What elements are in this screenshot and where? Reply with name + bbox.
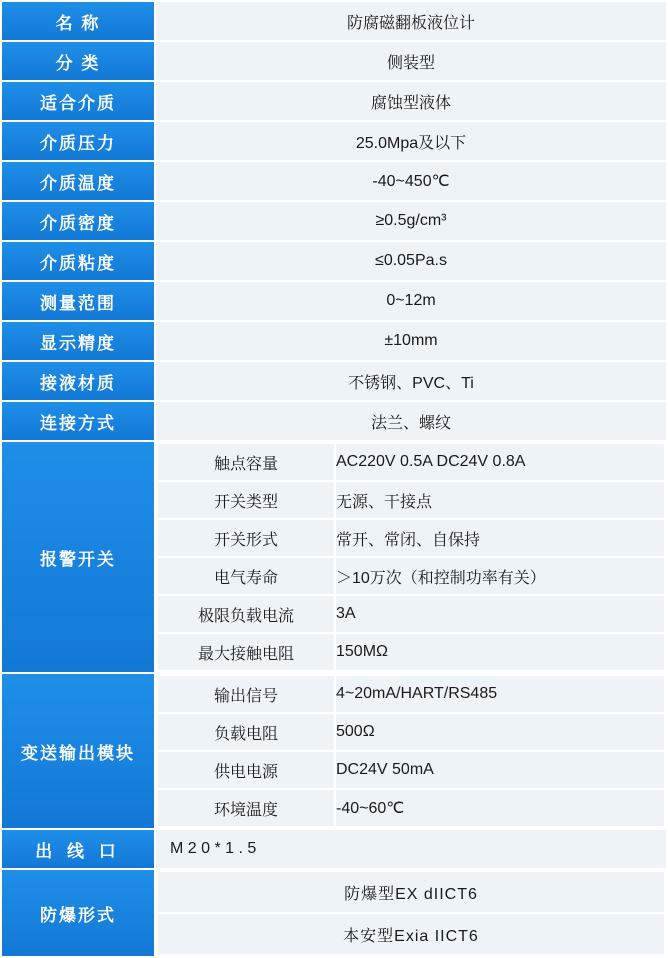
sub-value: AC220V 0.5A DC24V 0.8A (335, 443, 665, 481)
row-label: 名 称 (1, 1, 155, 41)
sub-row (157, 871, 665, 913)
explosion-proof-value: 防爆型EX dIICT6 (157, 871, 665, 913)
sub-value: 3A (335, 595, 665, 633)
row-label: 介质温度 (1, 161, 155, 201)
table-row (1, 1, 667, 41)
row-value: ≤0.05Pa.s (155, 241, 667, 281)
row-label: 分 类 (1, 41, 155, 81)
row-value: 0~12m (155, 281, 667, 321)
explosion-proof-subtable (156, 870, 666, 956)
sub-row (157, 913, 665, 955)
table-row (1, 161, 667, 201)
sub-key: 电气寿命 (157, 557, 335, 595)
table-row (1, 321, 667, 361)
transmitter-module-row (1, 673, 667, 829)
sub-row (157, 557, 665, 595)
table-row (1, 81, 667, 121)
row-value: 腐蚀型液体 (155, 81, 667, 121)
table-row (1, 121, 667, 161)
row-value: 侧装型 (155, 41, 667, 81)
explosion-proof-label: 防爆形式 (1, 869, 155, 957)
outlet-value: M 2 0 * 1 . 5 (155, 829, 667, 869)
transmitter-module-subtable (156, 674, 666, 828)
row-value: -40~450℃ (155, 161, 667, 201)
sub-value: 4~20mA/HART/RS485 (335, 675, 665, 713)
sub-row (157, 595, 665, 633)
row-label: 接液材质 (1, 361, 155, 401)
sub-row (157, 675, 665, 713)
row-label: 介质密度 (1, 201, 155, 241)
row-value: 不锈钢、PVC、Ti (155, 361, 667, 401)
sub-row (157, 519, 665, 557)
sub-row (157, 443, 665, 481)
alarm-switch-subtable-body (157, 443, 665, 671)
sub-value: ＞10万次（和控制功率有关） (335, 557, 665, 595)
outlet-label: 出 线 口 (1, 829, 155, 869)
sub-value: 无源、干接点 (335, 481, 665, 519)
table-row (1, 401, 667, 441)
outlet-row (1, 829, 667, 869)
sub-key: 触点容量 (157, 443, 335, 481)
explosion-proof-values (155, 869, 667, 957)
sub-key: 负载电阻 (157, 713, 335, 751)
row-label: 适合介质 (1, 81, 155, 121)
row-label: 介质压力 (1, 121, 155, 161)
sub-value: DC24V 50mA (335, 751, 665, 789)
alarm-switch-label: 报警开关 (1, 441, 155, 673)
explosion-proof-subtable-body (157, 871, 665, 955)
sub-value: 500Ω (335, 713, 665, 751)
sub-key: 最大接触电阻 (157, 633, 335, 671)
sub-row (157, 633, 665, 671)
sub-row (157, 481, 665, 519)
row-value: 法兰、螺纹 (155, 401, 667, 441)
alarm-switch-values (155, 441, 667, 673)
sub-key: 供电电源 (157, 751, 335, 789)
sub-row (157, 713, 665, 751)
transmitter-module-values (155, 673, 667, 829)
sub-value: 150MΩ (335, 633, 665, 671)
alarm-switch-subtable (156, 442, 666, 672)
row-value: ±10mm (155, 321, 667, 361)
sub-key: 开关类型 (157, 481, 335, 519)
table-row (1, 241, 667, 281)
row-label: 显示精度 (1, 321, 155, 361)
transmitter-module-label: 变送输出模块 (1, 673, 155, 829)
table-row (1, 361, 667, 401)
sub-key: 极限负载电流 (157, 595, 335, 633)
row-value: 防腐磁翻板液位计 (155, 1, 667, 41)
table-row (1, 201, 667, 241)
transmitter-module-subtable-body (157, 675, 665, 827)
row-label: 介质粘度 (1, 241, 155, 281)
explosion-proof-value: 本安型Exia IICT6 (157, 913, 665, 955)
sub-key: 输出信号 (157, 675, 335, 713)
sub-row (157, 751, 665, 789)
row-label: 测量范围 (1, 281, 155, 321)
row-value: ≥0.5g/cm³ (155, 201, 667, 241)
alarm-switch-row (1, 441, 667, 673)
sub-key: 环境温度 (157, 789, 335, 827)
sub-key: 开关形式 (157, 519, 335, 557)
sub-value: 常开、常闭、自保持 (335, 519, 665, 557)
sub-value: -40~60℃ (335, 789, 665, 827)
table-row (1, 281, 667, 321)
row-label: 连接方式 (1, 401, 155, 441)
table-body (1, 1, 667, 957)
table-row (1, 41, 667, 81)
explosion-proof-row (1, 869, 667, 957)
sub-row (157, 789, 665, 827)
row-value: 25.0Mpa及以下 (155, 121, 667, 161)
